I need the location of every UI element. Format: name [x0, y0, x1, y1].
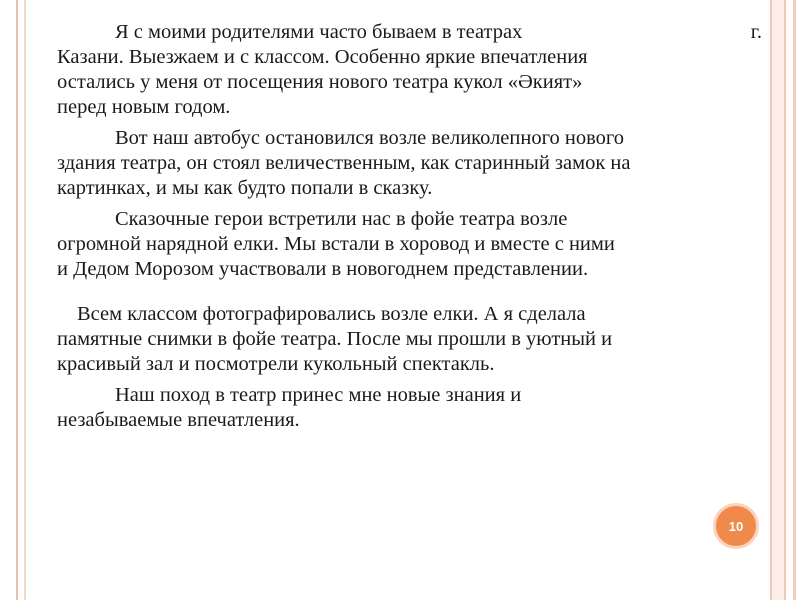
left-frame-decoration: [0, 0, 18, 600]
right-stripe-decoration: [770, 0, 786, 600]
text-line: Казани. Выезжаем и с классом. Особенно яркие впечатления: [57, 46, 588, 68]
paragraph-2: [57, 126, 762, 201]
text-line: красивый зал и посмотрели кукольный спектакль.: [57, 353, 495, 375]
left-frame-line: [24, 0, 26, 600]
text-line: остались у меня от посещения нового театра кукол «Әкият»: [57, 71, 583, 93]
paragraph-1: [57, 20, 762, 120]
text-line: картинках, и мы как будто попали в сказку.: [57, 177, 433, 199]
text-line: здания театра, он стоял величественным, как старинный замок на: [57, 152, 631, 174]
text-line: Сказочные герои встретили нас в фойе театра возле: [115, 208, 568, 230]
paragraph-3: [57, 207, 762, 282]
text-line: Наш поход в театр принес мне новые знания и: [115, 384, 522, 406]
text-line: незабываемые впечатления.: [57, 409, 300, 431]
text-line: Я с моими родителями часто бываем в театрах: [115, 21, 523, 43]
text-line: памятные снимки в фойе театра. После мы прошли в уютный и: [57, 328, 613, 350]
text-line: и Дедом Морозом участвовали в новогоднем представлении.: [57, 258, 589, 280]
text-line-end: г.: [750, 21, 762, 43]
page-number-badge: 10: [713, 503, 759, 549]
right-stripe-line: [793, 0, 796, 600]
paragraph-4: [57, 302, 762, 377]
text-line: огромной нарядной елки. Мы встали в хоровод и вместе с ними: [57, 233, 615, 255]
paragraph-1-line-1: [57, 20, 762, 45]
text-line: Вот наш автобус остановился возле великолепного нового: [115, 127, 625, 149]
slide-text: [57, 20, 762, 439]
text-line: перед новым годом.: [57, 96, 231, 118]
paragraph-5: [57, 383, 762, 433]
text-line: Всем классом фотографировались возле елки. А я сделала: [77, 303, 586, 325]
